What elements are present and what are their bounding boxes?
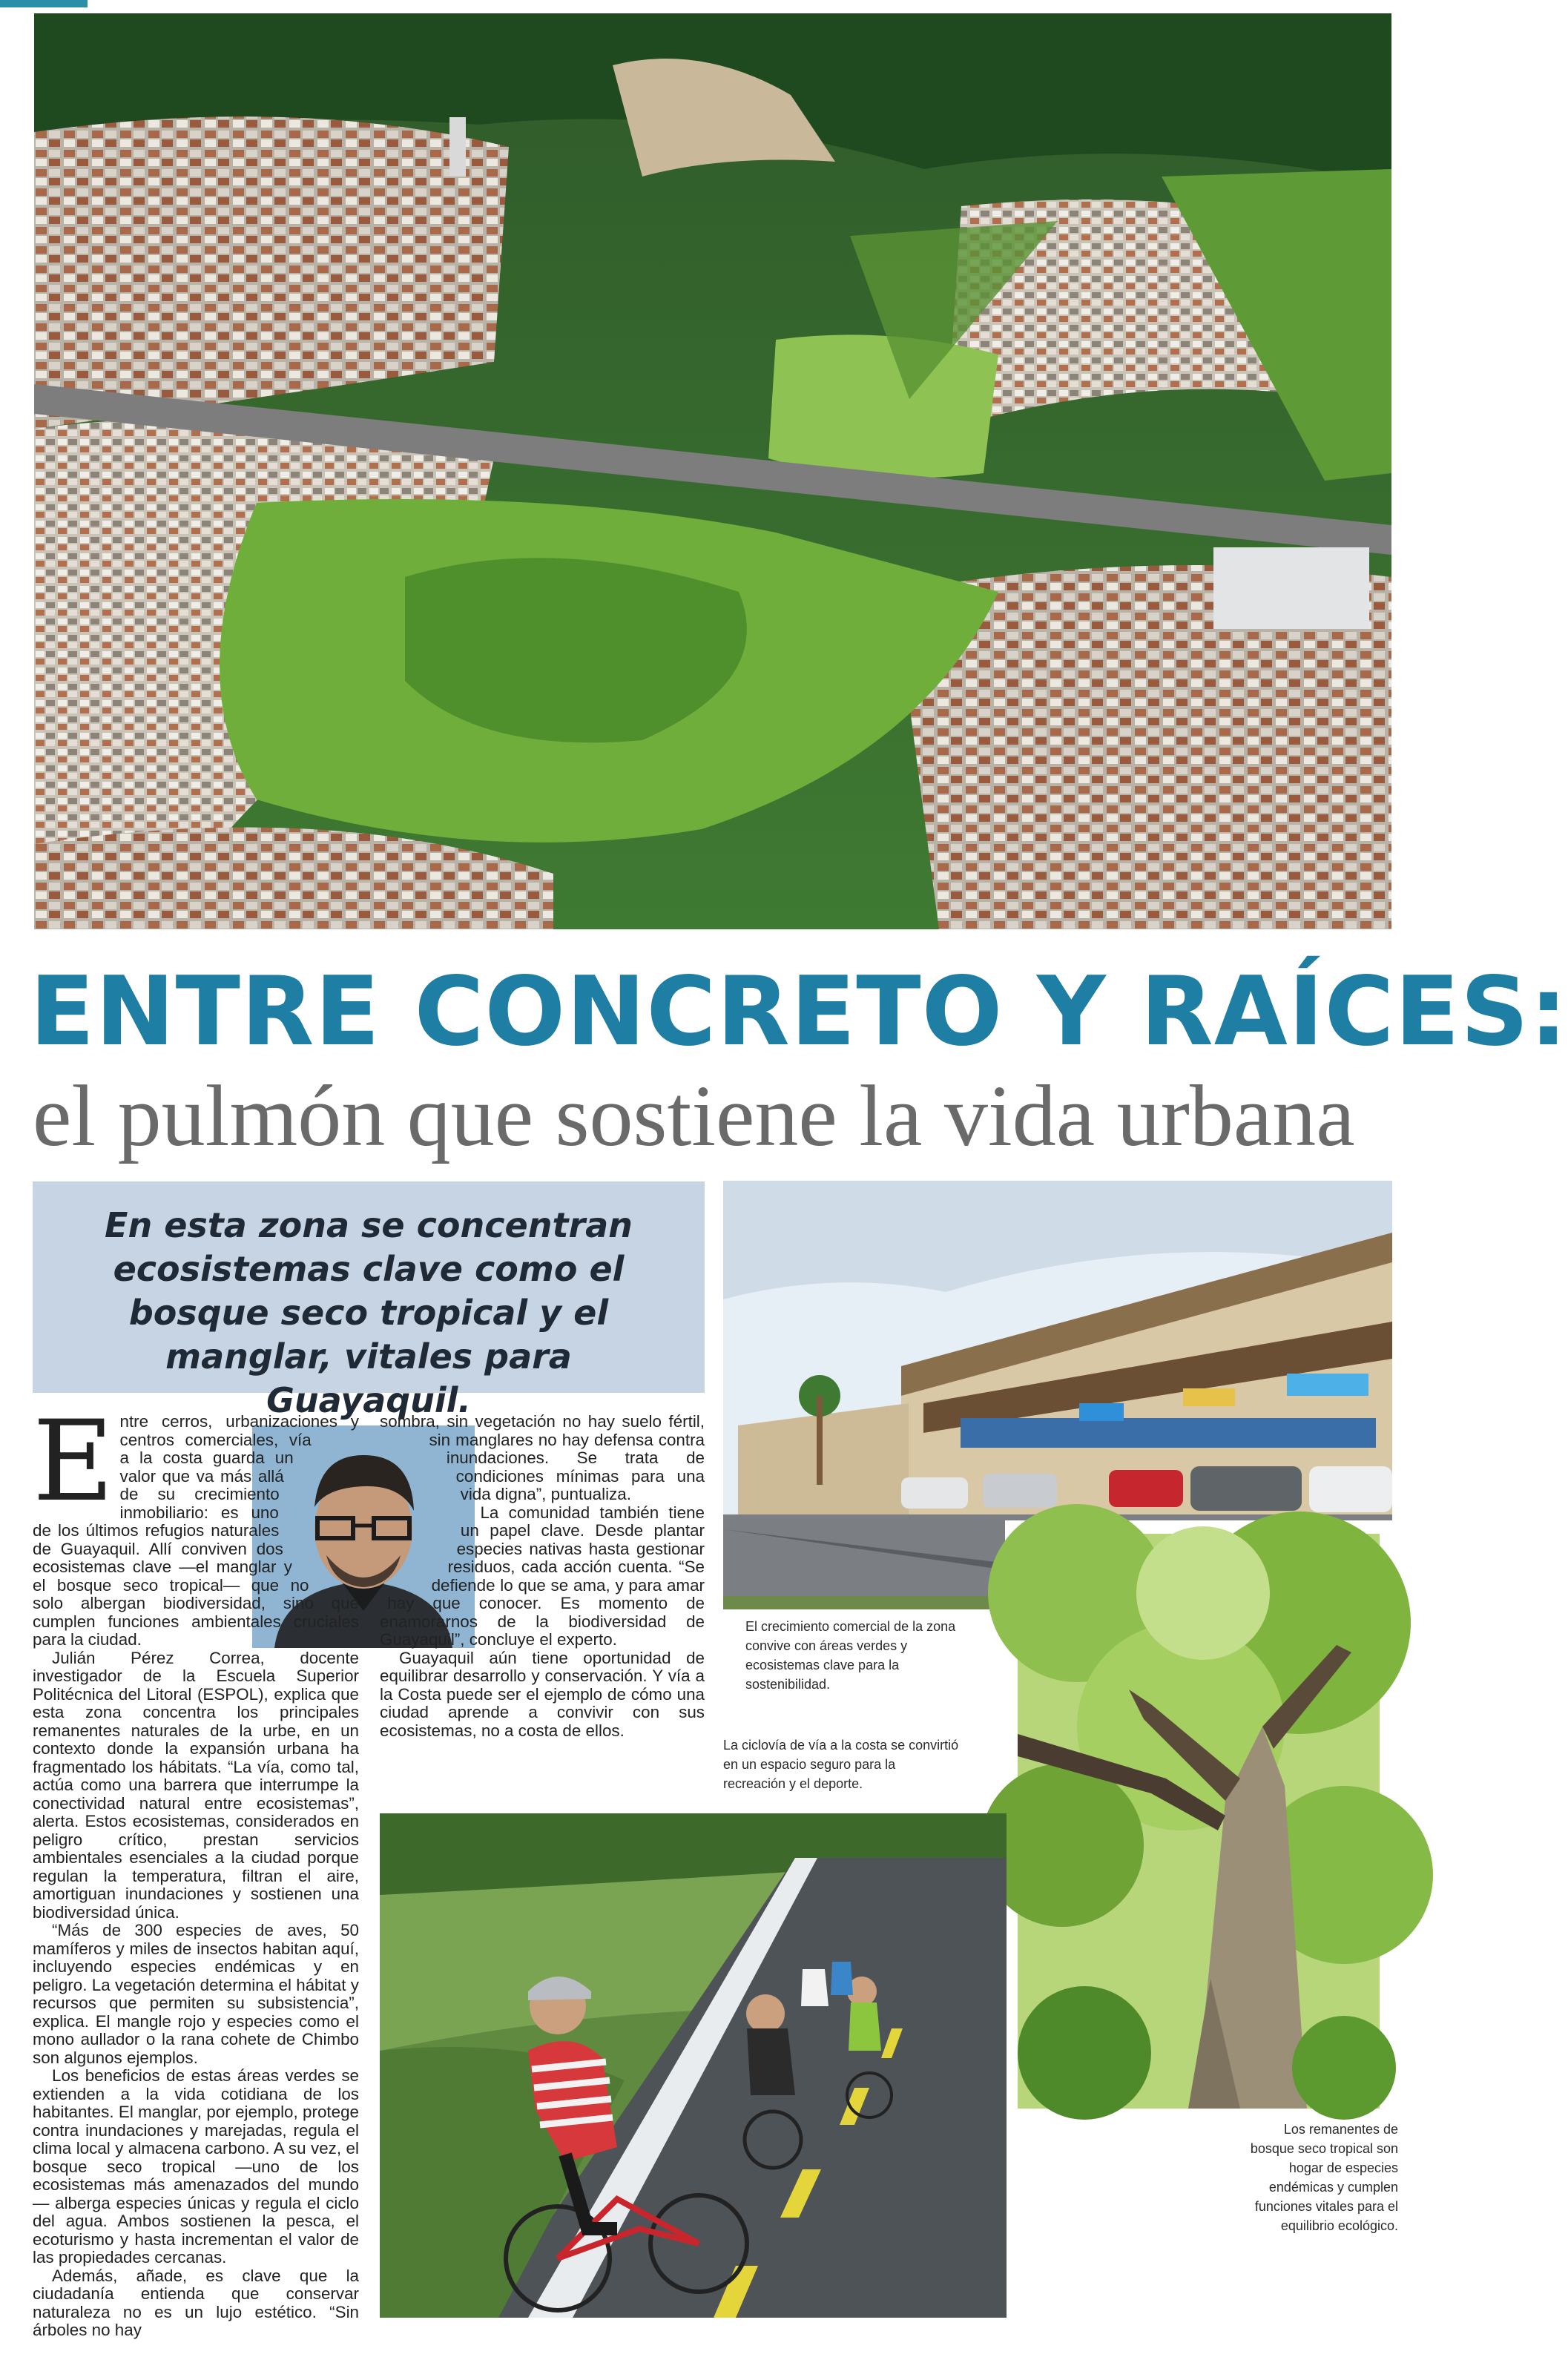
headline: ENTRE CONCRETO Y RAÍCES: [30, 957, 1568, 1067]
article-paragraph: “Más de 300 especies de aves, 50 mamíferos y miles de insectos habitan aquí, incluyendo especies endémicas y en peligro. La vegetación determina el hábitat y recursos que permiten su subsistencia”, explica. El mangle rojo y especies como el mono aullador o la rana cohete de Chimbo son algunos ejemplos. [33, 1921, 359, 2067]
aerial-photo [34, 13, 1391, 929]
article-paragraph: Julián Pérez Correa, docente investigador de la Escuela Superior Politécnica del Litoral (ESPOL), explica que esta zona concentra los principales remanentes naturales de la urbe, en un contexto donde la expansión urbana ha fragmentado los hábitats. “La vía, como tal, actúa como una barrera que interrumpe la conectividad natural entre ecosistemas”, alerta. Estos ecosistemas, considerados en peligro crítico, prestan servicios ambientales esenciales a la ciudad porque regulan la temperatura, filtran el aire, amortiguan inundaciones y sostienen una biodiversidad única. [33, 1648, 359, 1922]
subheadline: el pulmón que sostiene la vida urbana [33, 1067, 1355, 1164]
article-column-left [33, 1397, 359, 2339]
cyclists-photo [380, 1813, 1007, 2318]
article-paragraph: La comunidad también tiene un papel clave. Desde plantar especies nativas hasta gestionar residuos, cada acción cuenta. “Se defiende lo que se ama, y para amar hay que conocer. Es momento de enamorarnos de la biodiversidad de Guayaquil”, concluye el experto. [380, 1503, 705, 1649]
article-paragraph: Guayaquil aún tiene oportunidad de equilibrar desarrollo y conservación. Y vía a la Costa puede ser el ejemplo de cómo una ciudad aprende a convivir con sus ecosistemas, no a costa de ellos. [380, 1648, 705, 1740]
article-column-mid [380, 1413, 705, 1791]
article-paragraph: sombra, sin vegetación no hay suelo fértil, sin manglares no hay defensa contra inundaciones. Se trata de condiciones mínimas para una vida digna”, puntualiza. [380, 1412, 705, 1503]
article-paragraph: Los beneficios de estas áreas verdes se extienden a la vida cotidiana de los habitantes. El manglar, por ejemplo, protege contra inundaciones y marejadas, regula el clima local y almacena carbono. A su vez, el bosque seco tropical —uno de los ecosistemas más amenazados del mundo— alberga especies únicas y regula el ciclo del agua. Ambos sostienen la pesca, el ecoturismo y hasta incrementan el valor de las propiedades cercanas. [33, 2066, 359, 2267]
forest-photo [1018, 1534, 1380, 2109]
pull-quote-box [33, 1181, 705, 1420]
caption-forest: Los remanentes de bosque seco tropical son hogar de especies endémicas y cumplen funciones vitales para el equilibrio ecológico. [1250, 2122, 1398, 2233]
article-paragraph: Además, añade, es clave que la ciudadanía entienda que conservar naturaleza no es un lujo estético. “Sin árboles no hay [33, 2266, 359, 2339]
article-paragraph-lead-text: ntre cerros, urbanizaciones y centros comerciales, vía a la costa guarda un valor que va más allá de su crecimiento inmobiliario: es uno de los últimos refugios naturales de Guayaquil. Allí conviven dos ecosistemas clave —el manglar y el bosque seco tropical— que no solo albergan biodiversidad, sino que cumplen funciones ambientales cruciales para la ciudad. [33, 1412, 359, 1649]
pull-quote-text: En esta zona se concentran ecosistemas clave como el bosque seco tropical y el manglar, vitales para Guayaquil. [105, 1205, 633, 1420]
section-tab [0, 0, 88, 7]
caption-bike: La ciclovía de vía a la costa se convirtió en un espacio seguro para la recreación y el deporte. [723, 1738, 959, 1791]
drop-cap: E [33, 1397, 114, 1526]
caption-commercial: El crecimiento comercial de la zona convive con áreas verdes y ecosistemas clave para la sostenibilidad. [745, 1619, 956, 1692]
